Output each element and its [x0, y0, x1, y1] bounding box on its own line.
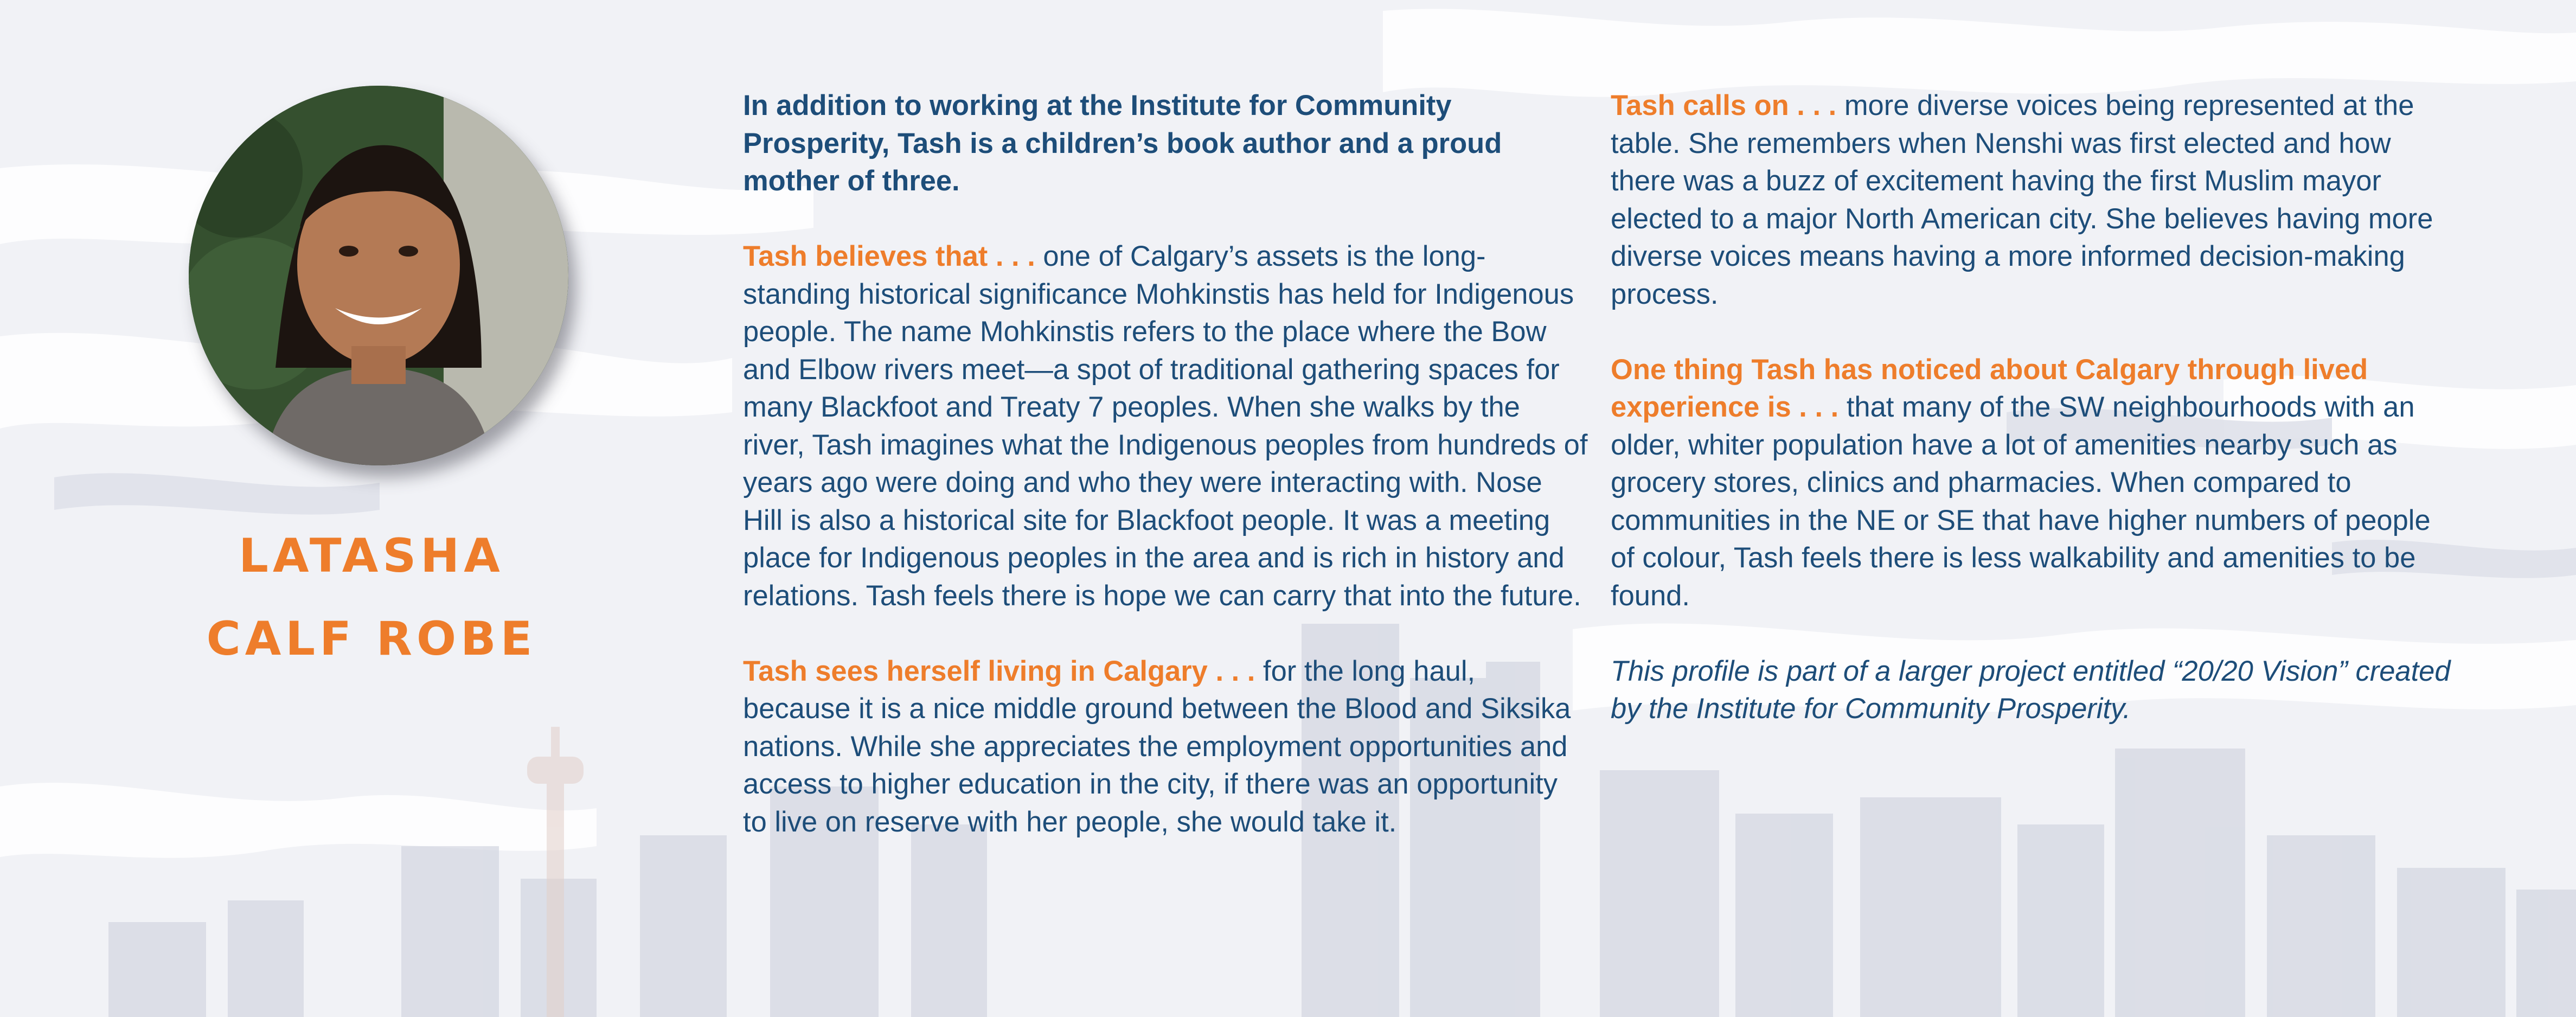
calls-text: more diverse voices being represented at the table. She remembers when Nenshi was first elected and how there was a buzz of excitement having the first Muslim mayor elected to a major North American city. She believes having more diverse voices means having a more informed decision-making process.	[1611, 89, 2433, 310]
living-paragraph	[743, 653, 1589, 841]
portrait-photo	[189, 86, 568, 465]
project-footnote: This profile is part of a larger project entitled “20/20 Vision” created by the Institute for Community Prosperity.	[1611, 655, 2451, 725]
intro-paragraph	[743, 87, 1589, 200]
living-text: for the long haul, because it is a nice middle ground between the Blood and Siksika nations. While she appreciates the employment opportunities and access to higher education in the city, if there was an opportunity to live on reserve with her people, she would take it.	[743, 655, 1571, 838]
intro-text: In addition to working at the Institute for Community Prosperity, Tash is a children’s book author and a proud mother of three.	[743, 89, 1502, 197]
person-last-name: CALF ROBE	[206, 612, 537, 666]
living-heading: Tash sees herself living in Calgary . . .	[743, 655, 1255, 687]
believes-heading: Tash believes that . . .	[743, 240, 1035, 272]
person-first-name: LATASHA	[239, 529, 504, 583]
believes-text: one of Calgary’s assets is the long-standing historical significance Mohkinstis has held for Indigenous people. The name Mohkinstis refers to the place where the Bow and Elbow rivers meet—a spot of traditional gathering spaces for many Blackfoot and Treaty 7 peoples. When she walks by the river, Tash imagines what the Indigenous peoples from hundreds of years ago were doing and who they were interacting with. Nose Hill is also a historical site for Blackfoot people. It was a meeting place for Indigenous peoples in the area and is rich in history and relations. Tash feels there is hope we can carry that into the future.	[743, 240, 1588, 612]
left-text-column	[743, 87, 1589, 879]
calls-heading: Tash calls on . . .	[1611, 89, 1837, 121]
noticed-paragraph	[1611, 351, 2457, 615]
believes-paragraph	[743, 238, 1589, 615]
noticed-text: that many of the SW neighbourhoods with an older, whiter population have a lot of amenities nearby such as grocery stores, clinics and pharmacies. When compared to communities in the NE or SE that have higher numbers of people of colour, Tash feels there is less walkability and amenities to be found.	[1611, 391, 2431, 612]
right-text-column	[1611, 87, 2457, 765]
noticed-heading: One thing Tash has noticed about Calgary through lived experience is . . .	[1611, 353, 2368, 423]
calls-paragraph	[1611, 87, 2457, 313]
portrait-illustration	[189, 86, 568, 465]
